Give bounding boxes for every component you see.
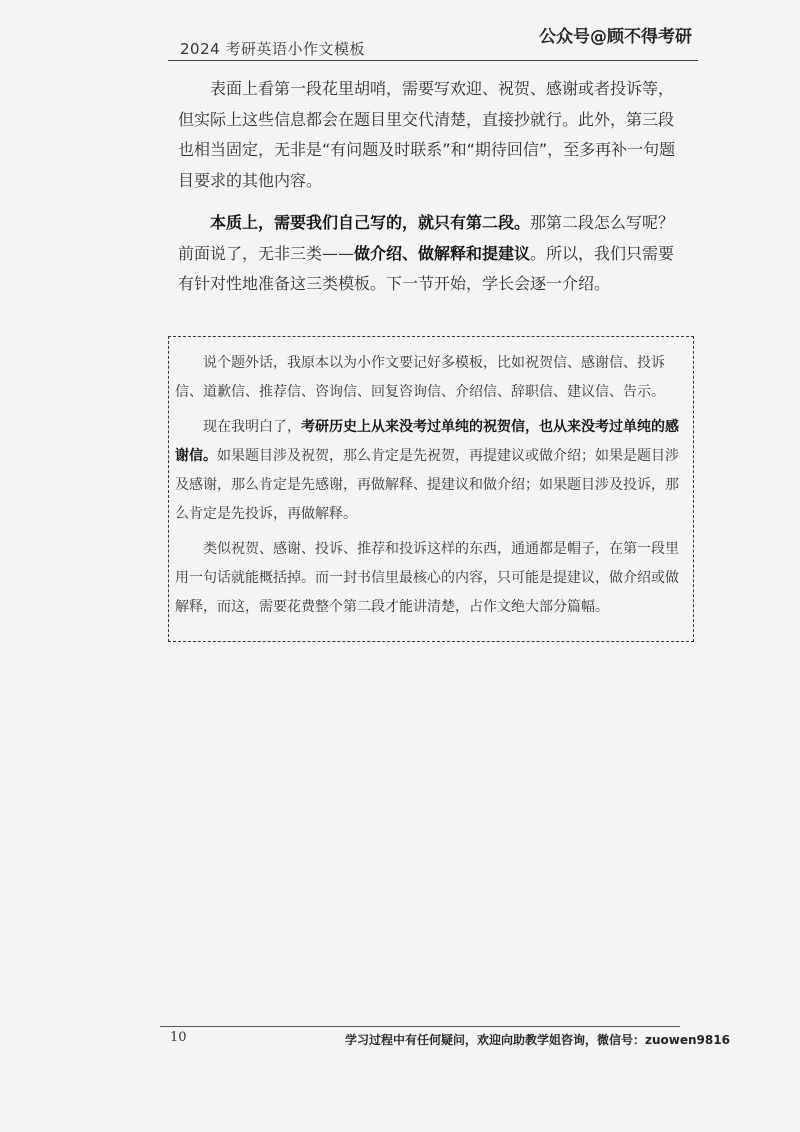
header-title: 2024 考研英语小作文模板 xyxy=(180,40,365,58)
note-paragraph-2-emphasis: 考研历史上从来没考过单纯的祝贺信，也从来没考过单纯的感谢信。 xyxy=(175,419,679,464)
paragraph-2-mid: 那第二段怎么写呢？前面说了，无非三类—— xyxy=(178,213,675,263)
page-number: 10 xyxy=(170,1030,187,1045)
note-paragraph-1: 说个题外话，我原本以为小作文要记好多模板，比如祝贺信、感谢信、投诉信、道歉信、推荐信、咨询信、回复咨询信、介绍信、辞职信、建议信、告示。 xyxy=(175,355,665,400)
note-paragraph-3: 类似祝贺、感谢、投诉、推荐和投诉这样的东西，通通都是帽子，在第一段里用一句话就能概括掉。而一封书信里最核心的内容，只可能是提建议，做介绍或做解释，而这，需要花费整个第二段才能讲清楚，占作文绝大部分篇幅。 xyxy=(175,541,679,615)
paragraph-2 xyxy=(178,208,688,300)
paragraph-2-end: 。所以，我们只需要有针对性地准备这三类模板。下一节开始，学长会逐一介绍。 xyxy=(178,243,675,293)
header-divider xyxy=(168,60,698,61)
footer-divider xyxy=(160,1026,680,1027)
footer-contact: 学习过程中有任何疑问，欢迎向助教学姐咨询，微信号：zuowen9816 xyxy=(345,1033,730,1047)
paragraph-1: 表面上看第一段花里胡哨，需要写欢迎、祝贺、感谢或者投诉等，但实际上这些信息都会在题目里交代清楚，直接抄就行。此外，第三段也相当固定，无非是“有问题及时联系”和“期待回信”，至多再补一句题目要求的其他内容。 xyxy=(178,79,676,190)
note-paragraph-2-rest: 如果题目涉及祝贺，那么肯定是先祝贺，再提建议或做介绍；如果是题目涉及感谢，那么肯定是先感谢，再做解释、提建议和做介绍；如果题目涉及投诉，那么肯定是先投诉，再做解释。 xyxy=(175,448,679,522)
note-paragraph-2 xyxy=(175,413,679,529)
paragraph-2-emphasis-a: 本质上，需要我们自己写的，就只有第二段。 xyxy=(210,213,531,232)
main-text xyxy=(178,74,688,312)
side-note-box xyxy=(168,336,694,642)
paragraph-2-emphasis-b: 做介绍、做解释和提建议 xyxy=(354,243,531,263)
note-paragraph-2-lead: 现在我明白了， xyxy=(203,419,301,435)
header-account: 公众号@顾不得考研 xyxy=(539,27,692,47)
